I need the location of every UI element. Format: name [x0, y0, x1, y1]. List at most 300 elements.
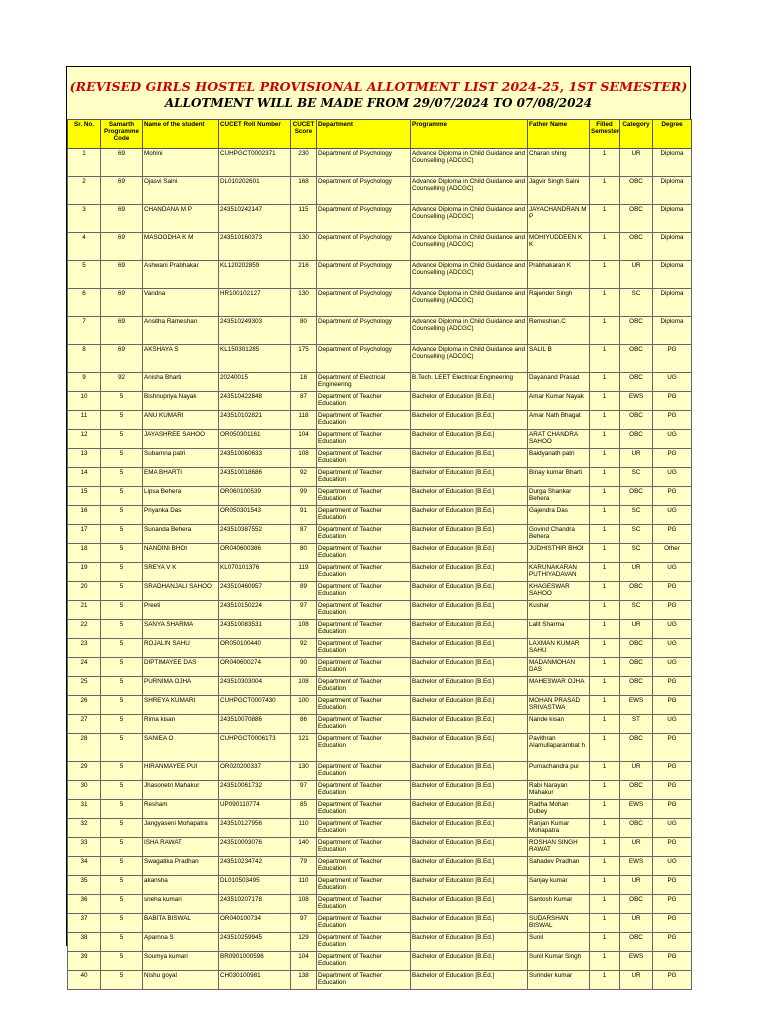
cell-filled-semester: 1 [590, 177, 620, 205]
cell-score: 110 [291, 819, 317, 838]
cell-score: 110 [291, 876, 317, 895]
cell-category: EWS [620, 952, 653, 971]
cell-roll-number: 243510259945 [219, 933, 291, 952]
cell-sr-no: 9 [68, 373, 101, 392]
cell-score: 108 [291, 895, 317, 914]
cell-department: Department of Psychology [317, 205, 411, 233]
cell-roll-number: 243510061732 [219, 781, 291, 800]
table-row [68, 205, 692, 233]
cell-department: Department of Teacher Education [317, 658, 411, 677]
table-row [68, 449, 692, 468]
cell-degree: UG [653, 506, 692, 525]
cell-score: 92 [291, 639, 317, 658]
cell-category: EWS [620, 696, 653, 715]
table-row [68, 952, 692, 971]
cell-student-name: SREYA V K [143, 563, 219, 582]
cell-programme-code: 69 [101, 149, 143, 177]
cell-sr-no: 12 [68, 430, 101, 449]
cell-father-name: Rabi Narayan Mahakur [528, 781, 590, 800]
table-row [68, 715, 692, 734]
cell-programme: Bachelor of Education [B.Ed.] [411, 876, 528, 895]
cell-sr-no: 29 [68, 762, 101, 781]
cell-sr-no: 23 [68, 639, 101, 658]
cell-degree: UG [653, 658, 692, 677]
cell-student-name: Nishu goyal [143, 971, 219, 990]
cell-score: 92 [291, 468, 317, 487]
cell-programme-code: 5 [101, 715, 143, 734]
cell-programme-code: 5 [101, 468, 143, 487]
cell-programme: Bachelor of Education [B.Ed.] [411, 582, 528, 601]
cell-category: UR [620, 449, 653, 468]
cell-score: 97 [291, 781, 317, 800]
table-row [68, 544, 692, 563]
cell-programme: Bachelor of Education [B.Ed.] [411, 658, 528, 677]
cell-roll-number: OR040600274 [219, 658, 291, 677]
cell-programme-code: 5 [101, 876, 143, 895]
table-row [68, 914, 692, 933]
cell-roll-number: 243510160373 [219, 233, 291, 261]
cell-category: OBC [620, 582, 653, 601]
cell-score: 129 [291, 933, 317, 952]
cell-filled-semester: 1 [590, 601, 620, 620]
cell-father-name: ROSHAN SINGH RAWAT [528, 838, 590, 857]
cell-filled-semester: 1 [590, 373, 620, 392]
cell-programme-code: 5 [101, 762, 143, 781]
header-category: Category [620, 120, 653, 149]
cell-filled-semester: 1 [590, 895, 620, 914]
cell-programme-code: 5 [101, 838, 143, 857]
cell-roll-number: 243510234742 [219, 857, 291, 876]
cell-score: 87 [291, 525, 317, 544]
cell-student-name: sneha kumari [143, 895, 219, 914]
cell-score: 18 [291, 373, 317, 392]
cell-sr-no: 14 [68, 468, 101, 487]
cell-department: Department of Teacher Education [317, 525, 411, 544]
table-row [68, 289, 692, 317]
cell-score: 130 [291, 762, 317, 781]
cell-department: Department of Teacher Education [317, 715, 411, 734]
cell-student-name: Bishnupriya Nayak [143, 392, 219, 411]
cell-sr-no: 32 [68, 819, 101, 838]
cell-category: OBC [620, 734, 653, 762]
cell-filled-semester: 1 [590, 544, 620, 563]
cell-roll-number: 243510083531 [219, 620, 291, 639]
cell-programme: Bachelor of Education [B.Ed.] [411, 762, 528, 781]
cell-category: ST [620, 715, 653, 734]
cell-student-name: PURNIMA OJHA [143, 677, 219, 696]
cell-roll-number: 243510422848 [219, 392, 291, 411]
header-student-name: Name of the student [143, 120, 219, 149]
cell-roll-number: OR050301161 [219, 430, 291, 449]
cell-father-name: KHAGESWAR SAHOO [528, 582, 590, 601]
cell-programme: Bachelor of Education [B.Ed.] [411, 601, 528, 620]
cell-programme: Advance Diploma in Child Guidance and Counselling (ADCGC) [411, 261, 528, 289]
table-body [68, 149, 692, 990]
cell-student-name: Jhasonetri Mahakur [143, 781, 219, 800]
cell-department: Department of Psychology [317, 345, 411, 373]
cell-student-name: CHANDANA M P [143, 205, 219, 233]
cell-father-name: MOHIYUDDEEN K K [528, 233, 590, 261]
cell-filled-semester: 1 [590, 563, 620, 582]
cell-category: OBC [620, 345, 653, 373]
cell-score: 175 [291, 345, 317, 373]
cell-department: Department of Teacher Education [317, 411, 411, 430]
allotment-table [67, 119, 692, 990]
cell-programme: Advance Diploma in Child Guidance and Counselling (ADCGC) [411, 205, 528, 233]
cell-sr-no: 36 [68, 895, 101, 914]
cell-father-name: ARAT CHANDRA SAHOO [528, 430, 590, 449]
cell-student-name: Ojasvi Saini [143, 177, 219, 205]
cell-filled-semester: 1 [590, 582, 620, 601]
cell-degree: PG [653, 677, 692, 696]
cell-programme-code: 5 [101, 971, 143, 990]
cell-filled-semester: 1 [590, 734, 620, 762]
cell-sr-no: 22 [68, 620, 101, 639]
cell-degree: PG [653, 582, 692, 601]
cell-department: Department of Teacher Education [317, 914, 411, 933]
cell-degree: Diploma [653, 149, 692, 177]
cell-father-name: Jagvir Singh Saini [528, 177, 590, 205]
cell-programme: Bachelor of Education [B.Ed.] [411, 800, 528, 819]
cell-category: UR [620, 563, 653, 582]
cell-degree: Diploma [653, 233, 692, 261]
cell-score: 87 [291, 392, 317, 411]
cell-degree: PG [653, 411, 692, 430]
cell-degree: UG [653, 563, 692, 582]
cell-programme-code: 5 [101, 952, 143, 971]
table-row [68, 800, 692, 819]
cell-sr-no: 13 [68, 449, 101, 468]
cell-degree: UG [653, 857, 692, 876]
cell-roll-number: 243510127956 [219, 819, 291, 838]
cell-category: SC [620, 506, 653, 525]
cell-programme: Advance Diploma in Child Guidance and Counselling (ADCGC) [411, 149, 528, 177]
cell-score: 104 [291, 952, 317, 971]
cell-roll-number: 243510102821 [219, 411, 291, 430]
cell-department: Department of Psychology [317, 289, 411, 317]
table-row [68, 696, 692, 715]
cell-category: UR [620, 762, 653, 781]
cell-student-name: SHREYA KUMARI [143, 696, 219, 715]
cell-father-name: Prabhakaran K [528, 261, 590, 289]
cell-father-name: JAYACHANDRAN M P [528, 205, 590, 233]
cell-degree: Diploma [653, 317, 692, 345]
cell-filled-semester: 1 [590, 819, 620, 838]
cell-father-name: KARUNAKARAN PUTHIYADAVAN [528, 563, 590, 582]
table-row [68, 430, 692, 449]
cell-sr-no: 34 [68, 857, 101, 876]
cell-filled-semester: 1 [590, 857, 620, 876]
cell-student-name: Rima kisan [143, 715, 219, 734]
cell-score: 104 [291, 430, 317, 449]
cell-score: 100 [291, 696, 317, 715]
cell-student-name: Anisha Bharti [143, 373, 219, 392]
cell-sr-no: 11 [68, 411, 101, 430]
cell-category: UR [620, 971, 653, 990]
cell-programme-code: 69 [101, 317, 143, 345]
header-degree: Degree [653, 120, 692, 149]
cell-programme: Bachelor of Education [B.Ed.] [411, 639, 528, 658]
cell-father-name: Lalit Sharma [528, 620, 590, 639]
cell-student-name: NANDINI BHOI [143, 544, 219, 563]
cell-student-name: JAYASHREE SAHOO [143, 430, 219, 449]
cell-programme: Bachelor of Education [B.Ed.] [411, 449, 528, 468]
cell-programme: B.Tech. LEET Electrical Engineering [411, 373, 528, 392]
document-subtitle: ALLOTMENT WILL BE MADE FROM 29/07/2024 TO 07/08/2024 [164, 96, 593, 110]
table-row [68, 658, 692, 677]
cell-sr-no: 20 [68, 582, 101, 601]
cell-programme-code: 5 [101, 734, 143, 762]
cell-category: UR [620, 620, 653, 639]
cell-roll-number: UP090110774 [219, 800, 291, 819]
cell-filled-semester: 1 [590, 205, 620, 233]
cell-programme: Bachelor of Education [B.Ed.] [411, 563, 528, 582]
cell-category: SC [620, 468, 653, 487]
cell-programme-code: 69 [101, 205, 143, 233]
header-filled-semester: Filled Semester [590, 120, 620, 149]
cell-student-name: BABITA BISWAL [143, 914, 219, 933]
table-row [68, 734, 692, 762]
cell-sr-no: 15 [68, 487, 101, 506]
cell-roll-number: OR060100539 [219, 487, 291, 506]
cell-programme-code: 5 [101, 487, 143, 506]
cell-father-name: Gajendra Das [528, 506, 590, 525]
cell-roll-number: 243510249303 [219, 317, 291, 345]
cell-student-name: MASOODHA K M [143, 233, 219, 261]
cell-score: 90 [291, 658, 317, 677]
cell-score: 138 [291, 971, 317, 990]
cell-filled-semester: 1 [590, 449, 620, 468]
cell-father-name: JUDHISTHIR BHOI [528, 544, 590, 563]
cell-filled-semester: 1 [590, 696, 620, 715]
cell-filled-semester: 1 [590, 639, 620, 658]
cell-filled-semester: 1 [590, 411, 620, 430]
cell-father-name: MAHESWAR OJHA [528, 677, 590, 696]
table-row [68, 233, 692, 261]
cell-score: 80 [291, 544, 317, 563]
cell-degree: PG [653, 914, 692, 933]
cell-sr-no: 8 [68, 345, 101, 373]
cell-category: OBC [620, 639, 653, 658]
cell-department: Department of Psychology [317, 261, 411, 289]
cell-student-name: Ashwani Prabhakar [143, 261, 219, 289]
table-row [68, 677, 692, 696]
cell-programme: Bachelor of Education [B.Ed.] [411, 468, 528, 487]
cell-score: 230 [291, 149, 317, 177]
cell-programme: Bachelor of Education [B.Ed.] [411, 895, 528, 914]
table-row [68, 838, 692, 857]
table-row [68, 525, 692, 544]
cell-filled-semester: 1 [590, 971, 620, 990]
cell-father-name: Amar Kumar Nayak [528, 392, 590, 411]
cell-score: 79 [291, 857, 317, 876]
cell-category: OBC [620, 430, 653, 449]
cell-roll-number: DL010202601 [219, 177, 291, 205]
header-programme: Programme [411, 120, 528, 149]
cell-category: OBC [620, 819, 653, 838]
cell-programme-code: 5 [101, 601, 143, 620]
cell-score: 97 [291, 601, 317, 620]
cell-degree: PG [653, 696, 692, 715]
cell-filled-semester: 1 [590, 781, 620, 800]
cell-department: Department of Teacher Education [317, 601, 411, 620]
cell-degree: PG [653, 895, 692, 914]
cell-student-name: HIRANMAYEE PUI [143, 762, 219, 781]
cell-degree: UG [653, 620, 692, 639]
cell-father-name: Pavithran Alamullaparambat h [528, 734, 590, 762]
cell-score: 97 [291, 914, 317, 933]
cell-filled-semester: 1 [590, 658, 620, 677]
document-page [66, 66, 691, 987]
cell-student-name: Preeti [143, 601, 219, 620]
cell-programme-code: 5 [101, 677, 143, 696]
cell-roll-number: 243510303004 [219, 677, 291, 696]
cell-score: 86 [291, 715, 317, 734]
cell-filled-semester: 1 [590, 261, 620, 289]
cell-programme: Advance Diploma in Child Guidance and Counselling (ADCGC) [411, 345, 528, 373]
cell-department: Department of Teacher Education [317, 952, 411, 971]
table-row [68, 781, 692, 800]
cell-father-name: Purnachandra pui [528, 762, 590, 781]
cell-programme-code: 69 [101, 345, 143, 373]
cell-programme: Bachelor of Education [B.Ed.] [411, 781, 528, 800]
cell-roll-number: 243510150224 [219, 601, 291, 620]
cell-student-name: AKSHAYA S [143, 345, 219, 373]
cell-father-name: LAXMAN KUMAR SAHU [528, 639, 590, 658]
cell-score: 130 [291, 233, 317, 261]
cell-sr-no: 21 [68, 601, 101, 620]
cell-programme: Bachelor of Education [B.Ed.] [411, 696, 528, 715]
cell-department: Department of Psychology [317, 149, 411, 177]
cell-father-name: Binay kumar Bharti [528, 468, 590, 487]
cell-sr-no: 31 [68, 800, 101, 819]
cell-programme: Bachelor of Education [B.Ed.] [411, 620, 528, 639]
table-row [68, 620, 692, 639]
cell-sr-no: 10 [68, 392, 101, 411]
document-title: (REVISED GIRLS HOSTEL PROVISIONAL ALLOTMENT LIST 2024-25, 1ST SEMESTER) [69, 79, 688, 94]
table-row [68, 177, 692, 205]
cell-department: Department of Electrical Engineering [317, 373, 411, 392]
cell-department: Department of Teacher Education [317, 895, 411, 914]
cell-roll-number: 243510003076 [219, 838, 291, 857]
cell-father-name: Remeshan.C [528, 317, 590, 345]
table-row [68, 468, 692, 487]
cell-programme: Advance Diploma in Child Guidance and Counselling (ADCGC) [411, 317, 528, 345]
cell-programme: Advance Diploma in Child Guidance and Counselling (ADCGC) [411, 289, 528, 317]
cell-student-name: ISHA RAWAT [143, 838, 219, 857]
cell-filled-semester: 1 [590, 149, 620, 177]
cell-student-name: Jangyaseni Mohapatra [143, 819, 219, 838]
cell-category: EWS [620, 392, 653, 411]
cell-programme-code: 69 [101, 233, 143, 261]
cell-category: OBC [620, 658, 653, 677]
cell-programme-code: 5 [101, 544, 143, 563]
cell-student-name: EMA BHARTI [143, 468, 219, 487]
cell-student-name: SRADHANJALI SAHOO [143, 582, 219, 601]
cell-category: EWS [620, 800, 653, 819]
cell-roll-number: CUHPGCT0006173 [219, 734, 291, 762]
cell-father-name: Kushar [528, 601, 590, 620]
cell-father-name: Radha Mohan Dubey [528, 800, 590, 819]
cell-student-name: Sunanda Behera [143, 525, 219, 544]
cell-degree: UG [653, 468, 692, 487]
cell-filled-semester: 1 [590, 677, 620, 696]
cell-sr-no: 24 [68, 658, 101, 677]
cell-programme: Bachelor of Education [B.Ed.] [411, 971, 528, 990]
table-row [68, 762, 692, 781]
table-row [68, 563, 692, 582]
cell-score: 80 [291, 317, 317, 345]
cell-degree: PG [653, 734, 692, 762]
cell-father-name: Durga Shankar Behera [528, 487, 590, 506]
cell-programme-code: 5 [101, 857, 143, 876]
cell-filled-semester: 1 [590, 506, 620, 525]
table-row [68, 601, 692, 620]
cell-degree: PG [653, 838, 692, 857]
cell-father-name: Sunil [528, 933, 590, 952]
cell-category: UR [620, 914, 653, 933]
cell-programme: Bachelor of Education [B.Ed.] [411, 819, 528, 838]
cell-roll-number: 243510070886 [219, 715, 291, 734]
cell-sr-no: 28 [68, 734, 101, 762]
cell-roll-number: KL120202859 [219, 261, 291, 289]
cell-category: OBC [620, 487, 653, 506]
cell-programme-code: 5 [101, 506, 143, 525]
cell-student-name: Vandna [143, 289, 219, 317]
cell-roll-number: OR040100734 [219, 914, 291, 933]
cell-degree: PG [653, 487, 692, 506]
cell-department: Department of Teacher Education [317, 639, 411, 658]
cell-score: 108 [291, 677, 317, 696]
cell-roll-number: 243510242147 [219, 205, 291, 233]
cell-score: 119 [291, 563, 317, 582]
cell-roll-number: OR020200337 [219, 762, 291, 781]
cell-category: UR [620, 149, 653, 177]
cell-father-name: SUDARSHAN BISWAL [528, 914, 590, 933]
cell-category: OBC [620, 177, 653, 205]
cell-filled-semester: 1 [590, 468, 620, 487]
cell-department: Department of Teacher Education [317, 544, 411, 563]
table-row [68, 373, 692, 392]
cell-score: 91 [291, 506, 317, 525]
cell-father-name: MOHAN PRASAD SRIVASTWA [528, 696, 590, 715]
cell-sr-no: 25 [68, 677, 101, 696]
cell-programme-code: 5 [101, 563, 143, 582]
cell-department: Department of Teacher Education [317, 819, 411, 838]
cell-sr-no: 33 [68, 838, 101, 857]
cell-category: OBC [620, 373, 653, 392]
cell-department: Department of Teacher Education [317, 762, 411, 781]
cell-category: OBC [620, 781, 653, 800]
cell-department: Department of Teacher Education [317, 449, 411, 468]
cell-filled-semester: 1 [590, 800, 620, 819]
cell-department: Department of Teacher Education [317, 971, 411, 990]
cell-filled-semester: 1 [590, 715, 620, 734]
cell-student-name: Subarnna patri [143, 449, 219, 468]
cell-roll-number: CUHPGCT0002371 [219, 149, 291, 177]
cell-degree: Diploma [653, 177, 692, 205]
cell-programme: Bachelor of Education [B.Ed.] [411, 914, 528, 933]
cell-programme-code: 5 [101, 392, 143, 411]
cell-department: Department of Teacher Education [317, 800, 411, 819]
cell-department: Department of Teacher Education [317, 677, 411, 696]
cell-student-name: SANYA SHARMA [143, 620, 219, 639]
cell-department: Department of Teacher Education [317, 506, 411, 525]
cell-programme-code: 5 [101, 620, 143, 639]
cell-father-name: MADANMOHAN DAS [528, 658, 590, 677]
table-row [68, 506, 692, 525]
cell-department: Department of Teacher Education [317, 487, 411, 506]
